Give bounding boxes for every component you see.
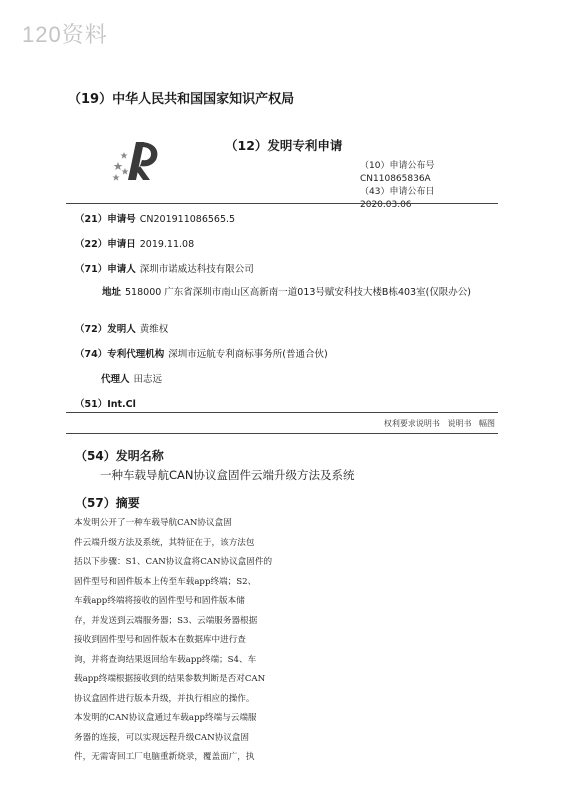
claims-link[interactable]: 权利要求说明书 [383, 419, 440, 428]
figures-link[interactable]: 幅图 [479, 419, 495, 428]
watermark: 120资料 [22, 22, 108, 47]
document-links [379, 418, 495, 429]
divider [66, 433, 498, 434]
abstract-line: 本发明的CAN协议盒通过车载app终端与云端服 [74, 713, 257, 723]
invention-title: 一种车载导航CAN协议盒固件云端升级方法及系统 [100, 468, 355, 482]
applicant: （71）申请人 深圳市诺威达科技有限公司 [75, 264, 254, 275]
abstract-line: 件，无需寄回工厂电脑重新烧录，覆盖面广，执 [74, 752, 255, 762]
abstract-line: 存，并发送到云端服务器；S3、云端服务器根据 [74, 615, 258, 626]
abstract-line: 接收到固件型号和固件版本在数据库中进行查 [74, 635, 246, 645]
document-type: （12）发明专利申请 [225, 138, 343, 153]
patent-agency: （74）专利代理机构 深圳市远航专利商标事务所(普通合伙) [75, 349, 328, 360]
cnipa-logo-icon [110, 134, 168, 186]
office-name: （19）中华人民共和国国家知识产权局 [68, 92, 295, 107]
applicant-address: 地址 518000 广东省深圳市南山区高新南一道013号赋安科技大楼B栋403室(仅限办公) [102, 287, 471, 298]
abstract-line: 括以下步骤：S1、CAN协议盒将CAN协议盒固件的 [74, 557, 273, 567]
divider [66, 203, 498, 204]
pub-date-label: （43）申请公布日 [360, 187, 435, 197]
patent-agent: 代理人 田志远 [101, 374, 163, 385]
abstract-line: 务器的连接，可以实现远程升级CAN协议盒固 [74, 732, 249, 743]
abstract-label: （57）摘要 [75, 496, 140, 510]
pub-date: 2020.03.06 [360, 200, 412, 210]
abstract-line: 询，并将查询结果返回给车载app终端；S4、车 [74, 654, 257, 665]
inventor: （72）发明人 黄维权 [75, 324, 169, 335]
abstract-line: 固件型号和固件版本上传至车载app终端；S2、 [74, 576, 257, 587]
abstract-line: 本发明公开了一种车载导航CAN协议盒固 [74, 518, 232, 528]
abstract-line: 件云端升级方法及系统，其特征在于，该方法包 [74, 537, 255, 548]
abstract-text [74, 514, 276, 768]
pub-number-label: （10）申请公布号 [360, 161, 435, 171]
pub-number: CN110865836A [360, 174, 431, 184]
abstract-line: 载app终端根据接收到的结果参数判断是否对CAN [74, 674, 266, 684]
abstract-line: 车载app终端将接收的固件型号和固件版本储 [74, 596, 245, 606]
description-link[interactable]: 说明书 [447, 419, 472, 428]
int-classification: （51）Int.Cl [75, 399, 136, 410]
invention-title-label: （54）发明名称 [75, 449, 164, 463]
publication-info [360, 160, 435, 210]
abstract-line: 协议盒固件进行版本升级，并执行相应的操作。 [74, 693, 255, 704]
divider [66, 412, 498, 413]
application-number: （21）申请号 CN201911086565.5 [75, 214, 236, 225]
application-date: （22）申请日 2019.11.08 [75, 239, 195, 250]
